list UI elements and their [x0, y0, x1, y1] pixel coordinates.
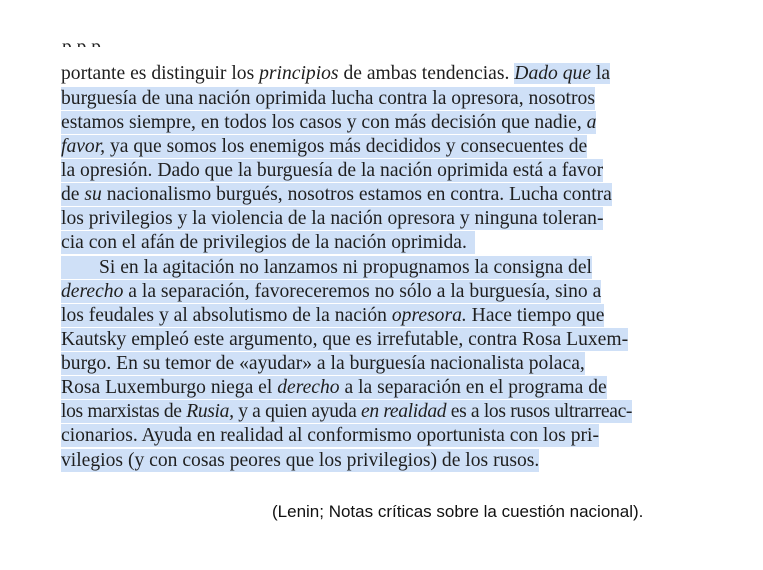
highlighted-italic-text: Rusia, [186, 401, 234, 422]
text-line-highlighted [61, 352, 585, 375]
text-line-highlighted [61, 376, 607, 399]
highlighted-italic-text: en realidad [361, 401, 447, 422]
highlighted-text: los privilegios y la violencia de la nación opresora y ninguna toleran- [61, 208, 604, 229]
citation-caption: (Lenin; Notas críticas sobre la cuestión nacional). [272, 502, 644, 521]
highlighted-text: ya que somos los enemigos más decididos y consecuentes de [105, 136, 588, 157]
highlighted-text: cionarios. Ayuda en realidad al conformismo oportunista con los pri- [61, 425, 599, 446]
text-line-highlighted [61, 280, 601, 303]
highlighted-text: nacionalismo burgués, nosotros estamos en contra. Lucha contra [101, 184, 612, 205]
text-line-highlighted [61, 135, 587, 158]
text-line [61, 62, 610, 85]
highlighted-italic-text: derecho [61, 281, 124, 302]
highlighted-text: Hace tiempo que [466, 305, 605, 326]
highlighted-text: Rosa Luxemburgo niega el [61, 377, 278, 398]
highlighted-italic-text: opresora. [391, 305, 467, 326]
highlighted-italic-text: su [84, 184, 102, 205]
text-line-highlighted [61, 207, 603, 230]
highlighted-text: los feudales y al absolutismo de la nación [61, 305, 392, 326]
highlighted-text: los marxistas de [61, 401, 187, 422]
line-text: portante es distinguir los [61, 63, 260, 84]
highlighted-text: Kautsky empleó este argumento, que es irrefutable, contra Rosa Luxem- [61, 329, 629, 350]
highlighted-text: la [591, 63, 611, 84]
scanned-text-block[interactable] [53, 47, 656, 472]
highlighted-text: vilegios (y con cosas peores que los privilegios) de los rusos. [61, 450, 540, 471]
text-line-highlighted [61, 183, 612, 206]
highlighted-text: estamos siempre, en todos los casos y con más decisión que nadie, [61, 112, 587, 133]
text-line-highlighted [61, 424, 599, 447]
highlighted-italic-text: Dado que [514, 63, 592, 84]
text-line-highlighted [61, 159, 603, 182]
highlighted-text: burgo. En su temor de «ayudar» a la burguesía nacionalista polaca, [61, 353, 585, 374]
text-line-highlighted [61, 449, 539, 472]
highlighted-text: de [61, 184, 85, 205]
highlighted-text: a la separación en el programa de [339, 377, 607, 398]
paragraph-start-line [61, 256, 592, 279]
highlighted-italic-text: a [586, 112, 597, 133]
text-line-highlighted [61, 231, 475, 254]
highlighted-italic-text: favor, [61, 136, 106, 157]
highlighted-text: a la separación, favoreceremos no sólo a la burguesía, sino a [123, 281, 602, 302]
text-line-highlighted [61, 400, 632, 423]
text-line-highlighted [61, 328, 628, 351]
text-line-highlighted [61, 304, 604, 327]
highlighted-italic-text: derecho [277, 377, 340, 398]
text-line-highlighted [61, 87, 595, 110]
line-text: de ambas tendencias. [338, 63, 515, 84]
highlighted-text: la opresión. Dado que la burguesía de la nación oprimida está a favor [61, 160, 604, 181]
highlighted-text: burguesía de una nación oprimida lucha contra la opresora, nosotros [61, 88, 595, 109]
highlighted-text: es a los rusos ultrarreac- [446, 401, 633, 422]
highlighted-text: y a quien ayuda [233, 401, 361, 422]
highlighted-text: Si en la agitación no lanzamos ni propugnamos la consigna del [99, 257, 592, 278]
highlighted-text: cia con el afán de privilegios de la nación oprimida. [61, 232, 467, 253]
italic-text: principios [259, 63, 339, 84]
text-line-highlighted [61, 111, 596, 134]
